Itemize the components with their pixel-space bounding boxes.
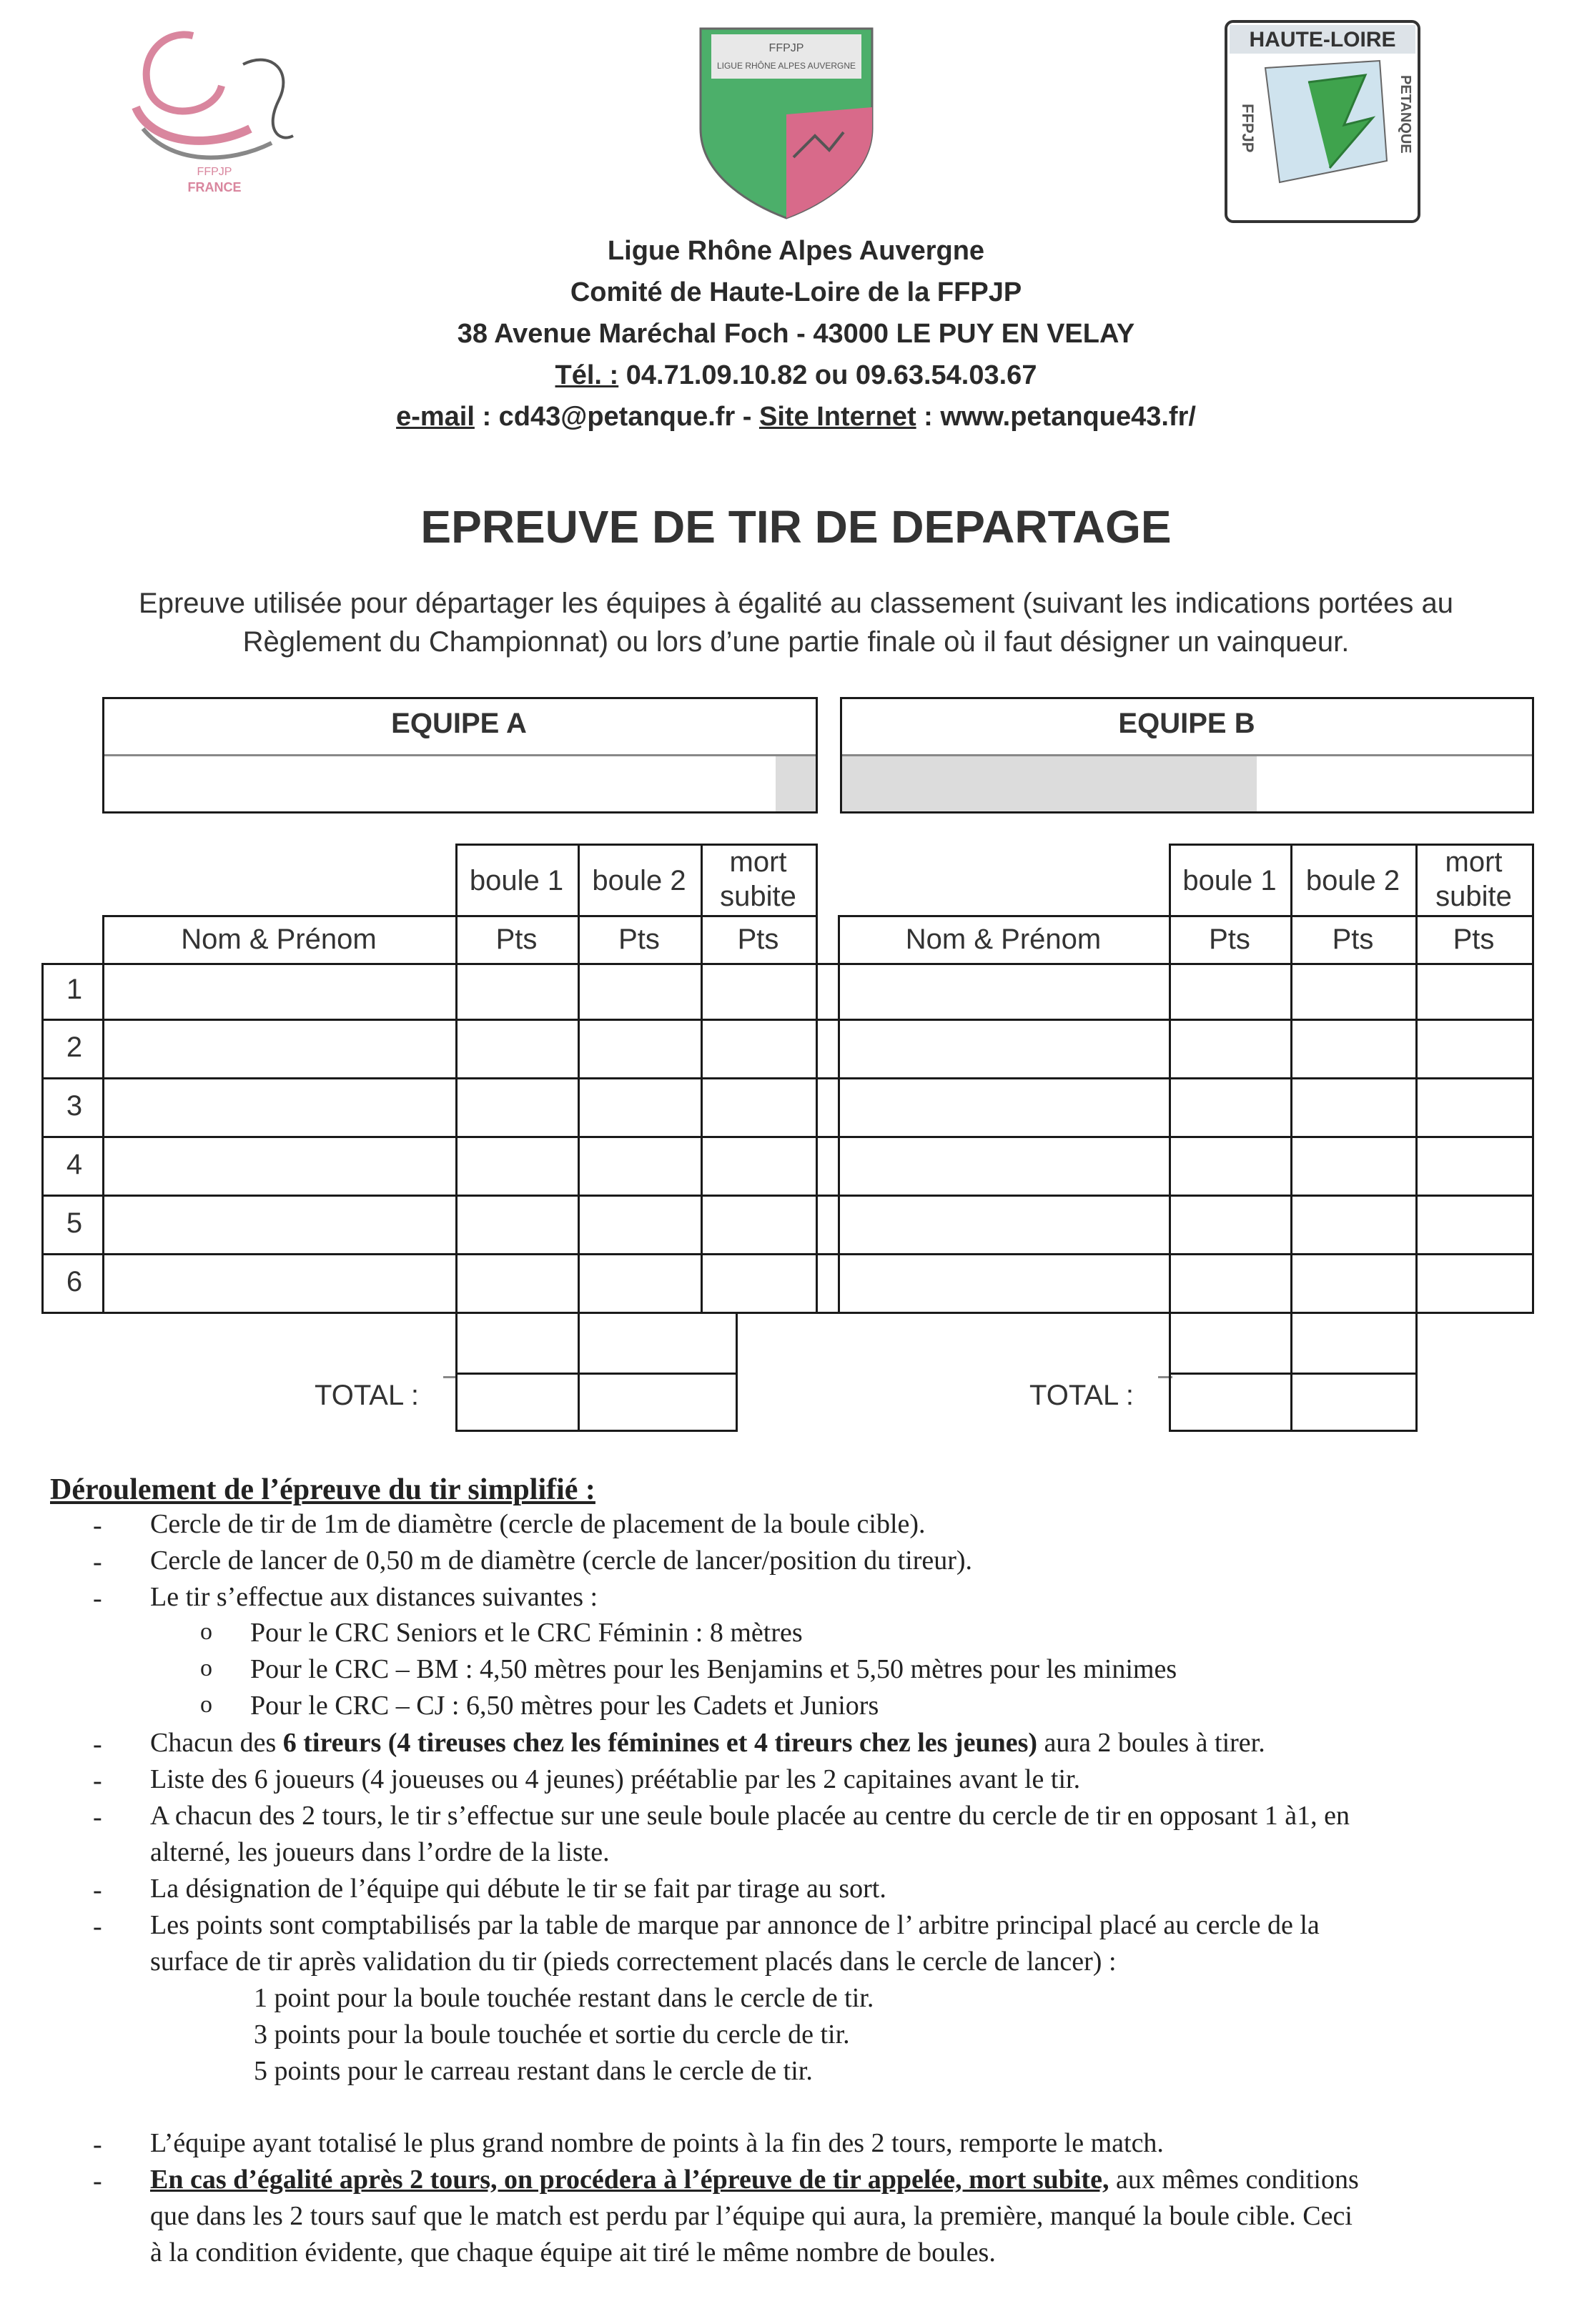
document-title: EPREUVE DE TIR DE DEPARTAGE: [420, 501, 1172, 553]
rule-10-bold: En cas d’égalité après 2 tours, on procédera à l’épreuve de tir appelée, mort subite,: [150, 2165, 1109, 2195]
bullet-dash: -: [93, 2166, 102, 2196]
bullet-circle: o: [200, 1691, 212, 1718]
haute-loire-petanque-logo: [1222, 18, 1423, 225]
team-a-pts3-header: Pts: [737, 924, 779, 955]
rule-10-line-3: à la condition évidente, que chaque équipe ait tiré le même nombre de boules.: [150, 2238, 996, 2268]
svg-text:HAUTE-LOIRE: HAUTE-LOIRE: [1249, 28, 1396, 51]
tel-label: Tél. :: [555, 360, 619, 390]
row-number: 5: [66, 1207, 83, 1239]
team-b-name-header: Nom & Prénom: [905, 924, 1102, 955]
rule-3-sub-3: Pour le CRC – CJ : 6,50 mètres pour les Cadets et Juniors: [250, 1691, 879, 1721]
rule-4-bold: 6 tireurs (4 tireuses chez les féminines et 4 tireurs chez les jeunes): [282, 1728, 1038, 1758]
points-1: 1 point pour la boule touchée restant dans le cercle de tir.: [254, 1983, 874, 2013]
row-number: 1: [66, 974, 83, 1005]
team-a-mort-header: mort: [729, 846, 787, 878]
rule-6-line-1: A chacun des 2 tours, le tir s’effectue sur une seule boule placée au centre du cercle de tir en opposant 1 à1, en: [150, 1801, 1350, 1831]
header-address: 38 Avenue Maréchal Foch - 43000 LE PUY EN VELAY: [457, 319, 1135, 349]
team-a-subite-header: subite: [720, 881, 796, 912]
svg-text:FFPJP: FFPJP: [197, 166, 232, 178]
team-b-boule1-header: boule 1: [1182, 865, 1277, 896]
team-b-pts1-header: Pts: [1209, 924, 1250, 955]
bullet-circle: o: [200, 1618, 212, 1645]
rule-4: [150, 1727, 1265, 1759]
team-a-boule1-header: boule 1: [469, 865, 564, 896]
team-b-pts2-header: Pts: [1332, 924, 1374, 955]
header-comite: Comité de Haute-Loire de la FFPJP: [570, 277, 1022, 307]
intro-line-2: Règlement du Championnat) ou lors d’une partie finale où il faut désigner un vainqueur.: [242, 626, 1350, 658]
team-a-pts1-header: Pts: [495, 924, 538, 955]
points-3: 3 points pour la boule touchée et sortie du cercle de tir.: [254, 2019, 850, 2049]
bullet-dash: -: [93, 1875, 102, 1905]
rule-10-rest: aux mêmes conditions: [1109, 2165, 1359, 2195]
row-number: 3: [66, 1090, 83, 1122]
row-number: 4: [66, 1149, 83, 1180]
rule-3-sub-1: Pour le CRC Seniors et le CRC Féminin : 8 mètres: [250, 1618, 803, 1648]
rule-3: Le tir s’effectue aux distances suivantes :: [150, 1582, 598, 1612]
rules-title: Déroulement de l’épreuve du tir simplifié :: [50, 1473, 595, 1506]
svg-text:FRANCE: FRANCE: [187, 180, 242, 194]
svg-text:FFPJP: FFPJP: [1239, 104, 1257, 153]
team-b-mort-header: mort: [1445, 846, 1503, 878]
bullet-dash: -: [93, 1547, 102, 1577]
rule-10-line-1: [150, 2164, 1359, 2195]
row-number: 2: [66, 1032, 83, 1063]
team-a-name-header: Nom & Prénom: [181, 924, 377, 955]
header-contact: [0, 402, 1592, 432]
bullet-dash: -: [93, 2130, 102, 2160]
ligue-rhone-alpes-auvergne-logo: [686, 14, 886, 222]
tel-value: 04.71.09.10.82 ou 09.63.54.03.67: [618, 360, 1037, 390]
bullet-dash: -: [93, 1510, 102, 1541]
team-a-pts2-header: Pts: [618, 924, 660, 955]
svg-text:FFPJP: FFPJP: [768, 42, 804, 54]
rule-2: Cercle de lancer de 0,50 m de diamètre (cercle de lancer/position du tireur).: [150, 1546, 973, 1576]
site-label: Site Internet: [759, 402, 916, 432]
team-b-label: EQUIPE B: [1118, 708, 1255, 739]
svg-text:PETANQUE: PETANQUE: [1398, 75, 1413, 154]
bullet-dash: -: [93, 1912, 102, 1942]
team-b-total-label: TOTAL :: [1029, 1380, 1134, 1411]
site-value: : www.petanque43.fr/: [916, 402, 1196, 432]
team-b-pts3-header: Pts: [1453, 924, 1495, 955]
rule-8-line-1: Les points sont comptabilisés par la table de marque par annonce de l’ arbitre principal placé au cercle de la: [150, 1910, 1320, 1940]
rule-5: Liste des 6 joueurs (4 joueuses ou 4 jeunes) préétablie par les 2 capitaines avant le tir.: [150, 1764, 1081, 1794]
row-number: 6: [66, 1266, 83, 1297]
email-label: e-mail: [396, 402, 475, 432]
rule-9: L’équipe ayant totalisé le plus grand nombre de points à la fin des 2 tours, remporte le match.: [150, 2128, 1164, 2158]
rule-3-sub-2: Pour le CRC – BM : 4,50 mètres pour les Benjamins et 5,50 mètres pour les minimes: [250, 1654, 1177, 1684]
bullet-dash: -: [93, 1583, 102, 1613]
ffpjp-france-logo: [107, 21, 322, 200]
header-phone: [0, 360, 1592, 391]
svg-text:LIGUE RHÔNE ALPES AUVERGNE: LIGUE RHÔNE ALPES AUVERGNE: [716, 61, 856, 71]
rule-1: Cercle de tir de 1m de diamètre (cercle de placement de la boule cible).: [150, 1509, 926, 1539]
email-value: : cd43@petanque.fr -: [474, 402, 759, 432]
points-5: 5 points pour le carreau restant dans le cercle de tir.: [254, 2056, 813, 2086]
team-b-boule2-header: boule 2: [1305, 865, 1400, 896]
header-ligue: Ligue Rhône Alpes Auvergne: [607, 236, 985, 266]
team-a-boule2-header: boule 2: [592, 865, 686, 896]
rule-8-line-2: surface de tir après validation du tir (pieds correctement placés dans le cercle de lancer) :: [150, 1947, 1117, 1977]
intro-line-1: Epreuve utilisée pour départager les équipes à égalité au classement (suivant les indications portées au: [139, 588, 1453, 619]
team-a-total-label: TOTAL :: [315, 1380, 419, 1411]
rule-4-post: aura 2 boules à tirer.: [1037, 1728, 1265, 1758]
bullet-dash: -: [93, 1802, 102, 1832]
team-b-subite-header: subite: [1435, 881, 1512, 912]
bullet-circle: o: [200, 1655, 212, 1681]
rule-7: La désignation de l’équipe qui débute le tir se fait par tirage au sort.: [150, 1874, 886, 1904]
bullet-dash: -: [93, 1729, 102, 1759]
bullet-dash: -: [93, 1766, 102, 1796]
rule-6-line-2: alterné, les joueurs dans l’ordre de la liste.: [150, 1837, 610, 1867]
rule-10-line-2: que dans les 2 tours sauf que le match est perdu par l’équipe qui aura, la première, manqué la boule cible. Ceci: [150, 2201, 1353, 2231]
team-a-label: EQUIPE A: [391, 708, 527, 739]
rule-4-pre: Chacun des: [150, 1728, 283, 1758]
